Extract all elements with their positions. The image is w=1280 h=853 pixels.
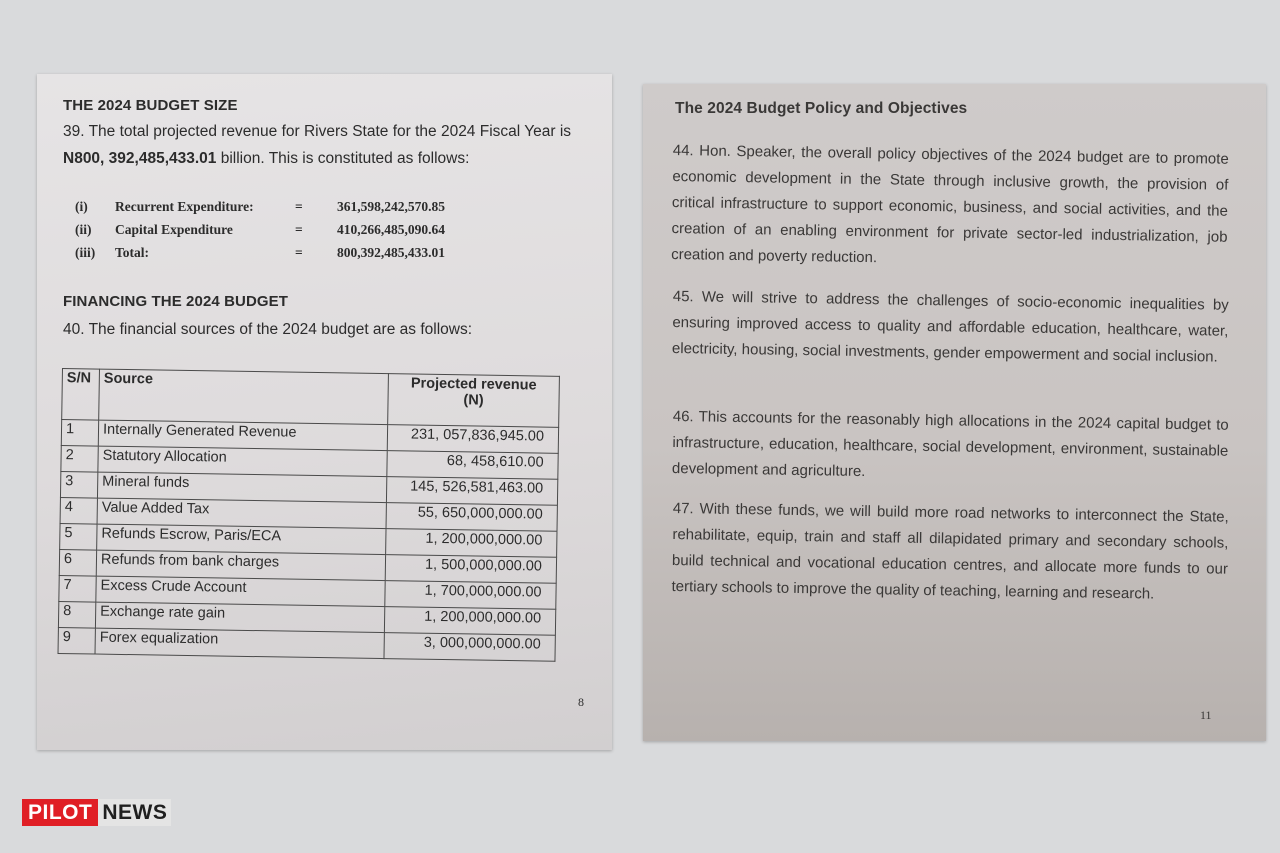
alloc-num: (i) (75, 199, 88, 214)
paragraph-44: 44. Hon. Speaker, the overall policy objectives of the 2024 budget are to promote economic development in the State through inclusive growth, the provision of critical infrastructure to support economic, business, and social activities, and the creation of an enabling environment for private sector-led industrialization, job creation and poverty reduction. (671, 141, 1229, 267)
alloc-row (75, 245, 445, 268)
paragraph-47: 47. With these funds, we will build more road networks to interconnect the State, rehabilitate, equip, train and staff all dilapidated primary and secondary schools, build technical and vocational education centres, and allocate more funds to our tertiary schools to improve the quality of teaching, learning and research. (671, 499, 1229, 603)
row-amount: 68, 458,610.00 (387, 451, 558, 480)
document-page-right (643, 84, 1266, 741)
financing-heading: FINANCING THE 2024 BUDGET (63, 293, 289, 310)
row-source: Statutory Allocation (98, 446, 387, 477)
alloc-value: 410,266,485,090.64 (337, 222, 445, 237)
page-number-left: 8 (578, 695, 584, 709)
row-sn: 9 (58, 627, 95, 654)
header-revenue-label: Projected revenue (410, 375, 537, 394)
alloc-num: (iii) (75, 245, 96, 260)
paragraph-46: 46. This accounts for the reasonably high allocations in the 2024 capital budget to infrastructure, education, healthcare, social development, environment, sustainable development and agriculture. (671, 407, 1229, 481)
alloc-eq: = (295, 199, 303, 214)
paragraph-40: 40. The financial sources of the 2024 budget are as follows: (63, 321, 473, 338)
document-page-left (37, 74, 612, 750)
row-source: Exchange rate gain (95, 602, 384, 633)
row-sn: 1 (61, 420, 98, 447)
row-amount: 1, 200,000,000.00 (386, 529, 557, 558)
row-amount: 3, 000,000,000.00 (384, 633, 555, 662)
row-sn: 5 (60, 523, 97, 550)
row-source: Refunds Escrow, Paris/ECA (97, 524, 386, 555)
row-amount: 145, 526,581,463.00 (386, 477, 557, 506)
logo-news: NEWS (98, 799, 171, 826)
paragraph-39-rest: billion. This is constituted as follows: (216, 150, 470, 167)
row-source: Excess Crude Account (96, 576, 385, 607)
total-revenue-figure: N800, 392,485,433.01 (63, 150, 217, 167)
alloc-label: Recurrent Expenditure: (115, 199, 254, 214)
row-sn: 3 (60, 471, 97, 498)
financing-table (58, 368, 560, 662)
row-source: Internally Generated Revenue (98, 420, 387, 451)
header-source: Source (99, 369, 389, 425)
paragraph-45: 45. We will strive to address the challenges of socio-economic inequalities by ensuring improved access to quality and affordable education, healthcare, water, electricity, housing, social investments, gender empowerment and social inclusion. (671, 287, 1229, 366)
header-revenue (388, 374, 560, 428)
row-amount: 1, 500,000,000.00 (385, 555, 556, 584)
logo-pilot: PILOT (22, 799, 98, 826)
row-amount: 231, 057,836,945.00 (387, 425, 558, 454)
row-amount: 1, 700,000,000.00 (385, 581, 556, 610)
alloc-value: 800,392,485,433.01 (337, 245, 445, 260)
alloc-row (75, 199, 445, 222)
row-source: Forex equalization (95, 628, 384, 659)
table-header-row (62, 369, 560, 428)
alloc-value: 361,598,242,570.85 (337, 199, 445, 214)
row-source: Value Added Tax (97, 498, 386, 529)
header-revenue-unit: (N) (463, 392, 484, 409)
row-sn: 7 (59, 575, 96, 602)
row-sn: 8 (58, 601, 95, 628)
row-source: Refunds from bank charges (96, 550, 385, 581)
alloc-eq: = (295, 245, 303, 260)
expenditure-breakdown (75, 199, 445, 268)
paragraph-39 (63, 118, 603, 172)
paragraph-39-line1: 39. The total projected revenue for Rivers State for the 2024 Fiscal Year is (63, 123, 572, 140)
alloc-eq: = (295, 222, 303, 237)
header-sn: S/N (62, 369, 100, 421)
page-number-right: 11 (1200, 708, 1212, 722)
row-source: Mineral funds (97, 472, 386, 503)
policy-heading: The 2024 Budget Policy and Objectives (675, 100, 968, 117)
pilot-news-logo (22, 799, 171, 826)
alloc-label: Capital Expenditure (115, 222, 233, 237)
alloc-label: Total: (115, 245, 150, 260)
row-sn: 4 (60, 497, 97, 524)
row-amount: 1, 200,000,000.00 (384, 607, 555, 636)
row-sn: 2 (61, 445, 98, 472)
alloc-num: (ii) (75, 222, 92, 237)
row-amount: 55, 650,000,000.00 (386, 503, 557, 532)
row-sn: 6 (59, 549, 96, 576)
budget-size-heading: THE 2024 BUDGET SIZE (63, 97, 238, 114)
alloc-row (75, 222, 445, 245)
